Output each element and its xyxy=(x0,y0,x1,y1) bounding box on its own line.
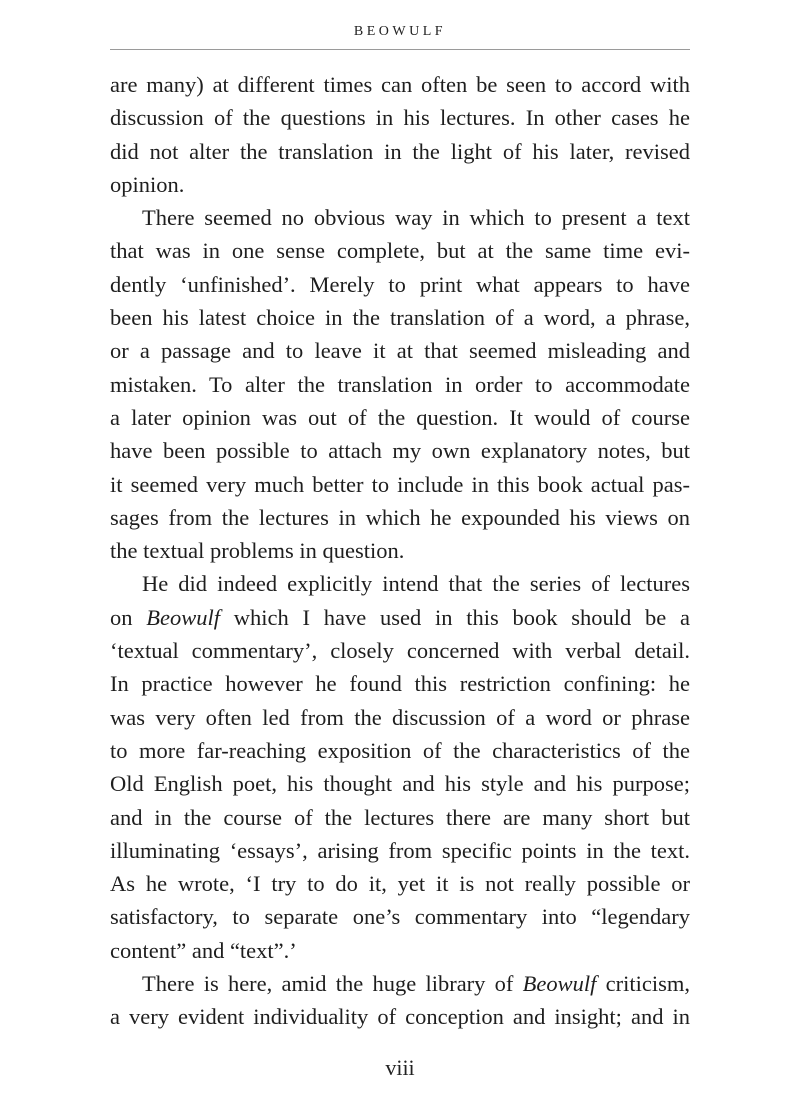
text-line: Old English poet, his thought and his style and his purpose; xyxy=(110,771,690,797)
text-line: ‘textual commentary’, closely concerned with verbal detail. xyxy=(110,638,690,664)
text-line: and in the course of the lectures there are many short but xyxy=(110,804,690,830)
header-rule xyxy=(110,49,690,50)
paragraph-1 xyxy=(110,68,690,201)
text-line: In practice however he found this restriction confining: he xyxy=(110,671,690,697)
text-line: illuminating ‘essays’, arising from specific points in the text. xyxy=(110,837,690,863)
text-line: a later opinion was out of the question. It would of course xyxy=(110,404,690,430)
text-line: was very often led from the discussion of a word or phrase xyxy=(110,704,690,730)
page-number: viii xyxy=(385,1055,415,1080)
text-line: or a passage and to leave it at that seemed misleading and xyxy=(110,338,690,364)
text-segment: There is here, amid the huge library of xyxy=(142,971,523,997)
text-line: satisfactory, to separate one’s commentary into “legendary xyxy=(110,904,690,930)
paragraph-2 xyxy=(110,201,690,567)
text-line: He did indeed explicitly intend that the series of lectures xyxy=(142,571,690,597)
italic-title: Beowulf xyxy=(146,604,221,630)
paragraph-3 xyxy=(110,567,690,967)
paragraph-4 xyxy=(110,967,690,1034)
text-line: are many) at different times can often be seen to accord with xyxy=(110,72,690,97)
text-line-with-italic xyxy=(110,601,690,634)
text-line: the textual problems in question. xyxy=(110,538,405,564)
text-line: opinion. xyxy=(110,171,185,197)
body-text xyxy=(110,68,690,1034)
text-line: to more far-reaching exposition of the characteristics of the xyxy=(110,737,690,763)
text-segment: on xyxy=(110,604,147,630)
italic-title: Beowulf xyxy=(522,971,597,997)
text-line: content” and “text”.’ xyxy=(110,937,297,963)
text-line: did not alter the translation in the light of his later, revised xyxy=(110,138,690,164)
text-line: that was in one sense complete, but at the same time evi- xyxy=(110,238,690,264)
text-line: mistaken. To alter the translation in order to accommodate xyxy=(110,371,690,397)
text-segment: criticism, xyxy=(596,971,690,997)
text-line: There seemed no obvious way in which to present a text xyxy=(142,205,690,231)
running-head-title: BEOWULF xyxy=(353,24,447,39)
text-line: a very evident individuality of conception and insight; and in xyxy=(110,1004,690,1030)
text-line: discussion of the questions in his lectures. In other cases he xyxy=(110,105,690,131)
text-line: been his latest choice in the translation of a word, a phrase, xyxy=(110,305,690,331)
text-line-with-italic xyxy=(110,967,690,1000)
text-line: have been possible to attach my own explanatory notes, but xyxy=(110,438,690,464)
text-line: sages from the lectures in which he expounded his views on xyxy=(110,504,690,530)
text-segment: which I have used in this book should be a xyxy=(220,604,691,630)
text-line: dently ‘unfinished’. Merely to print what appears to have xyxy=(110,271,690,297)
text-line: it seemed very much better to include in this book actual pas- xyxy=(110,471,690,497)
text-line: As he wrote, ‘I try to do it, yet it is not really possible or xyxy=(110,871,690,897)
